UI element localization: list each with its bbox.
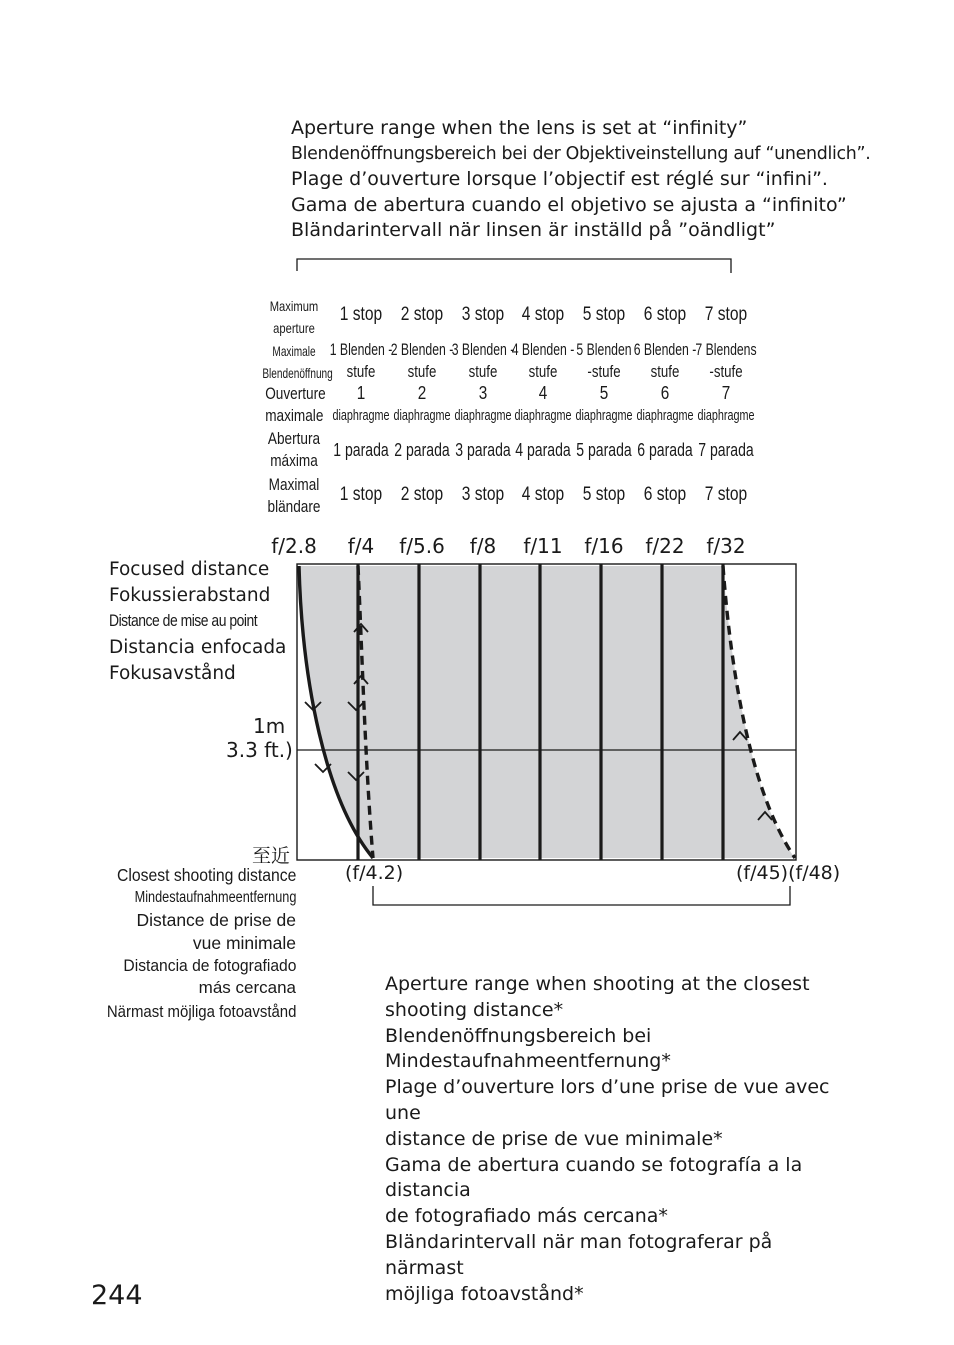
distance-1m-label: 1m (253, 714, 286, 738)
stop-de-bottom-2: stufe (407, 362, 437, 381)
closest-label-fr-2: vue minimale (192, 933, 296, 953)
caption-line-de: Blendenöffnungsbereich bei der Objektiveinstellung auf “unendlich”. (291, 143, 871, 164)
focused-distance-de: Fokussierabstand (109, 585, 271, 606)
stop-es-7: 7 parada (698, 440, 754, 460)
stop-fr-word-3: diaphragme (454, 407, 512, 424)
caption-line-fr: Plage d’ouverture lorsque l’objectif est réglé sur “infini”. (291, 168, 828, 190)
stop-de-bottom-1: stufe (346, 362, 376, 381)
stop-en-3: 3 stop (461, 304, 505, 325)
f-number-label-8: f/32 (706, 534, 746, 558)
stop-fr-word-4: diaphragme (514, 407, 572, 424)
closest-f-right: (f/45)(f/48) (736, 862, 841, 884)
stop-de-bottom-3: stufe (468, 362, 498, 381)
focused-distance-sv: Fokusavstånd (109, 663, 236, 684)
stop-sv-2: 2 stop (400, 484, 444, 505)
f-number-label-7: f/22 (645, 534, 685, 558)
stop-en-5: 5 stop (582, 304, 626, 325)
stop-fr-num-4: 4 (538, 383, 548, 403)
stop-en-2: 2 stop (400, 304, 444, 325)
bottom-caption-line: de fotografiado más cercana* (385, 1205, 668, 1228)
bottom-caption-line: Gama de abertura cuando se fotografía a la distancia (385, 1153, 803, 1202)
bottom-caption (385, 972, 855, 1307)
stop-fr-num-3: 3 (478, 383, 488, 403)
stop-de-top-7: 7 Blendens (695, 340, 757, 359)
stop-de-top-1: 1 Blenden - (329, 340, 393, 359)
stop-fr-word-1: diaphragme (332, 407, 390, 424)
caption-line-sv: Bländarintervall när linsen är inställd på ”oändligt” (291, 219, 776, 241)
bottom-caption-line: Mindestaufnahmeentfernung* (385, 1050, 671, 1073)
bottom-caption-line: distance de prise de vue minimale* (385, 1127, 723, 1150)
stop-sv-4: 4 stop (521, 484, 565, 505)
bottom-caption-line: Aperture range when shooting at the closest (385, 973, 810, 995)
f-number-label-3: f/5.6 (399, 534, 445, 558)
row-label-sv-1: Maximal (268, 475, 320, 494)
bottom-caption-line: shooting distance* (385, 998, 564, 1021)
stop-fr-word-2: diaphragme (393, 407, 451, 424)
stop-es-6: 6 parada (637, 440, 693, 460)
closest-labels (81, 864, 296, 1025)
focused-distance-en: Focused distance (109, 559, 270, 580)
closest-f-left: (f/4.2) (345, 862, 404, 884)
row-label-de-2: Blendenöffnung (262, 365, 333, 381)
stop-de-top-2: 2 Blenden - (390, 340, 454, 359)
f-number-label-5: f/11 (523, 534, 563, 558)
bottom-caption-line: Plage d’ouverture lors d’une prise de vue avec une (385, 1076, 830, 1124)
stop-fr-num-1: 1 (356, 383, 366, 403)
focused-distance-es: Distancia enfocada (109, 637, 287, 658)
closest-label-fr-1: Distance de prise de (136, 910, 296, 930)
stop-fr-word-6: diaphragme (636, 407, 694, 424)
page-number: 244 (91, 1280, 143, 1311)
stop-en-7: 7 stop (704, 304, 748, 325)
stop-sv-6: 6 stop (643, 484, 687, 505)
closest-label-es-2: más cercana (198, 978, 296, 997)
stop-de-bottom-7: -stufe (709, 362, 743, 381)
row-label-es-2: máxima (270, 451, 318, 470)
caption-line-es: Gama de abertura cuando el objetivo se ajusta a “infinito” (291, 193, 847, 216)
closest-label-es-1: Distancia de fotografiado (122, 956, 296, 975)
stop-es-5: 5 parada (576, 440, 632, 460)
stop-de-bottom-5: -stufe (587, 362, 621, 381)
stop-de-top-3: 3 Blenden - (451, 340, 515, 359)
row-label-fr-1: Ouverture (265, 384, 326, 403)
stop-es-1: 1 parada (333, 440, 389, 460)
stop-de-top-4: 4 Blenden - (511, 340, 575, 359)
stop-en-1: 1 stop (339, 304, 383, 325)
bottom-caption-line: möjliga fotoavstånd* (385, 1282, 584, 1305)
row-label-sv-2: bländare (267, 497, 321, 516)
focused-distance-fr: Distance de mise au point (109, 611, 258, 630)
stop-es-2: 2 parada (394, 440, 450, 460)
f-number-label-6: f/16 (584, 534, 624, 558)
closest-label-sv: Närmast möjliga fotoavstånd (106, 1002, 296, 1021)
row-label-es-1: Abertura (267, 429, 321, 448)
stop-sv-3: 3 stop (461, 484, 505, 505)
bottom-caption-line: Blendenöffnungsbereich bei (385, 1024, 652, 1047)
aperture-range-fill (299, 566, 795, 858)
stop-de-bottom-6: stufe (650, 362, 680, 381)
stop-sv-7: 7 stop (704, 484, 748, 505)
row-label-de-1: Maximale (272, 343, 316, 359)
stop-fr-num-5: 5 (599, 383, 609, 403)
bottom-caption-line: Bländarintervall när man fotograferar på närmast (385, 1230, 773, 1279)
stop-fr-word-5: diaphragme (575, 407, 633, 424)
stop-sv-1: 1 stop (339, 484, 383, 505)
stop-es-4: 4 parada (515, 440, 571, 460)
f-number-label-4: f/8 (469, 534, 497, 558)
stop-en-4: 4 stop (521, 304, 565, 325)
f-number-label-1: f/2.8 (271, 534, 317, 558)
stop-sv-5: 5 stop (582, 484, 626, 505)
stop-fr-word-7: diaphragme (697, 407, 755, 424)
stop-de-bottom-4: stufe (528, 362, 558, 381)
row-label-fr-2: maximale (265, 406, 324, 425)
stop-fr-num-2: 2 (417, 383, 427, 403)
distance-ft-label: 3.3 ft.) (226, 738, 293, 762)
f-number-label-2: f/4 (347, 534, 375, 558)
closest-label-de: Mindestaufnahmeentfernung (134, 889, 296, 906)
stop-fr-num-7: 7 (721, 383, 731, 403)
row-label-en-1: Maximum (269, 298, 319, 314)
stop-es-3: 3 parada (455, 440, 511, 460)
closest-label-en: Closest shooting distance (116, 865, 296, 885)
stop-de-top-5: 5 Blenden (576, 340, 632, 359)
stop-de-top-6: 6 Blenden - (633, 340, 697, 359)
closest-mark-label: 至近 (252, 845, 291, 867)
stop-fr-num-6: 6 (660, 383, 670, 403)
bottom-bracket-line (373, 886, 790, 905)
row-label-en-2: aperture (273, 320, 315, 336)
stop-en-6: 6 stop (643, 304, 687, 325)
caption-line-en: Aperture range when the lens is set at “infinity” (291, 117, 748, 139)
